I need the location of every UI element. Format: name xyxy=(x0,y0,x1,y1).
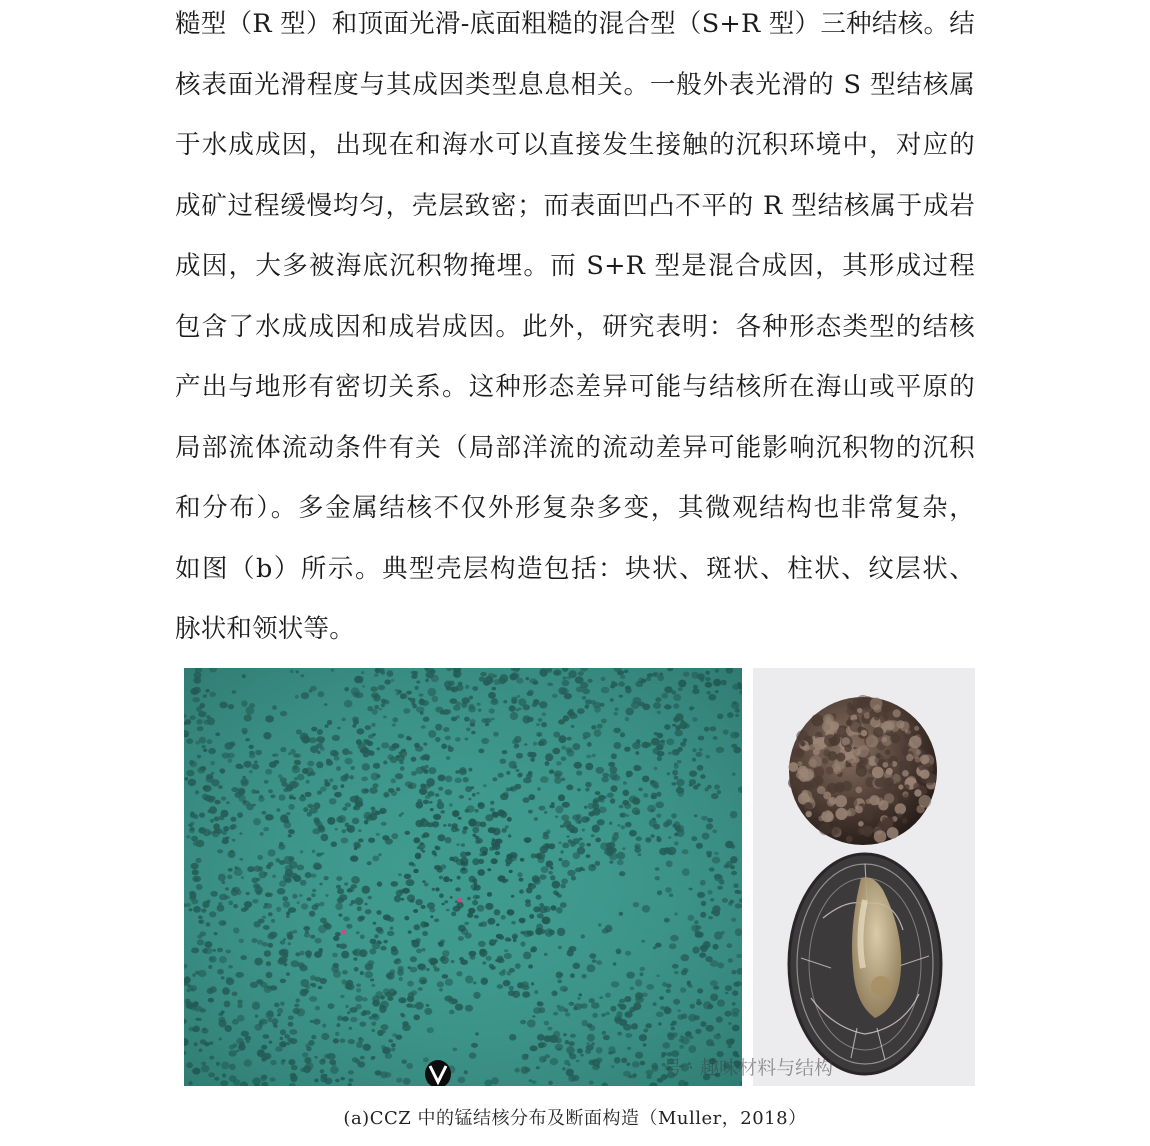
nodule-bump xyxy=(855,787,862,794)
nodule-bump xyxy=(822,758,828,764)
laser-dot xyxy=(342,930,346,934)
nodule-bump xyxy=(870,697,883,710)
nodule-bump xyxy=(893,709,901,717)
nodule-bump xyxy=(916,749,922,755)
nodule-bump xyxy=(900,721,910,731)
nodule-bump xyxy=(904,784,909,789)
nodule-bump xyxy=(861,730,868,737)
nodule-bump xyxy=(898,784,903,789)
nodule-bump xyxy=(906,754,913,761)
nodule-bump xyxy=(863,811,873,821)
nodule-bump xyxy=(855,806,863,814)
nodule-bump xyxy=(825,813,834,822)
nodule-bump xyxy=(857,745,869,757)
nodule-specimen-drawing xyxy=(753,668,975,1086)
body-line: 成矿过程缓慢均匀，壳层致密；而表面凹凸不平的 R 型结核属于成岩 xyxy=(175,190,975,221)
nodule-bump xyxy=(899,761,905,767)
nodule-bump xyxy=(885,777,895,787)
nodule-bump xyxy=(887,827,899,839)
nodule-bump xyxy=(850,705,856,711)
nodule-bump xyxy=(835,808,847,820)
nodule-bump xyxy=(883,713,889,719)
nodule-bump xyxy=(845,797,857,809)
nodule-bump xyxy=(830,721,839,730)
nodule-bump xyxy=(823,749,830,756)
figure-caption: (a)CCZ 中的锰结核分布及断面构造（Muller，2018） xyxy=(343,1108,807,1129)
nodule-bump xyxy=(874,715,879,720)
nodule-bump xyxy=(834,782,845,793)
nodule-bump xyxy=(844,745,852,753)
nodule-bump xyxy=(885,750,890,755)
nodule-bump xyxy=(866,735,878,747)
body-line: 核表面光滑程度与其成因类型息息相关。一般外表光滑的 S 型结核属 xyxy=(175,69,975,100)
nodule-bump xyxy=(914,726,919,731)
nodule-bump xyxy=(814,776,824,786)
nodule-bump xyxy=(872,767,884,779)
nodule-bump xyxy=(826,767,834,775)
nodule-bump xyxy=(804,802,813,811)
nodule-bump xyxy=(873,727,883,737)
nodule-bump xyxy=(836,753,845,762)
nodule-bump xyxy=(856,765,867,776)
nodule-bump xyxy=(885,720,895,730)
nodule-cross-section xyxy=(789,854,941,1074)
nodule-bump xyxy=(909,736,922,749)
nodule-bump xyxy=(903,794,910,801)
nodule-bump xyxy=(874,830,887,843)
nodule-bump xyxy=(851,761,857,767)
nodule-bump xyxy=(830,828,838,836)
nodule-bump xyxy=(814,766,825,777)
body-text xyxy=(175,0,975,666)
body-line: 包含了水成成因和成岩成因。此外，研究表明：各种形态类型的结核 xyxy=(175,311,975,342)
nodule-bump xyxy=(882,737,887,742)
nodule-bump xyxy=(902,770,909,777)
nodule-bump xyxy=(857,708,862,713)
nodule-bump xyxy=(863,759,869,765)
nodule-bump xyxy=(788,762,798,772)
nodule-bump xyxy=(876,797,884,805)
nodule-bump xyxy=(797,761,802,766)
body-line: 和分布）。多金属结核不仅外形复杂多变，其微观结构也非常复杂， xyxy=(175,493,975,523)
nodule-bump xyxy=(882,762,888,768)
nodule-bump xyxy=(881,701,893,713)
nodule-bump xyxy=(833,766,841,774)
seafloor-photo-drawing xyxy=(184,668,742,1086)
nodule-bump xyxy=(835,795,847,807)
nodule-bump xyxy=(824,734,837,747)
nodule-bump xyxy=(920,755,930,765)
nodule-bump xyxy=(920,769,930,779)
nodule-bump xyxy=(819,823,831,835)
nodule-bump xyxy=(886,768,893,775)
body-line: 于水成成因，出现在和海水可以直接发生接触的沉积环境中，对应的 xyxy=(175,130,975,160)
nodule-bump xyxy=(916,805,924,813)
nodule-specimen-photos xyxy=(753,668,975,1086)
nodule-bump xyxy=(902,818,908,824)
nodule-bump xyxy=(842,737,850,745)
nodule-bump xyxy=(884,793,894,803)
body-line: 糙型（R 型）和顶面光滑-底面粗糙的混合型（S+R 型）三种结核。结 xyxy=(175,9,975,39)
nodule-bump xyxy=(800,741,805,746)
nodule-bump xyxy=(859,825,869,835)
nodule-bump xyxy=(915,757,921,763)
nodule-bump xyxy=(806,811,812,817)
nodule-bump xyxy=(819,803,829,813)
nodule-bump xyxy=(885,817,894,826)
nodule-bump xyxy=(813,748,820,755)
nodule-bump xyxy=(849,719,862,732)
watermark: 号 · 趣味材料与结构 xyxy=(663,1057,834,1079)
nodule-bump xyxy=(801,790,813,802)
nodule-bump xyxy=(897,813,902,818)
nodule-bump xyxy=(818,816,824,822)
nodule-bump xyxy=(875,777,885,787)
laser-dot xyxy=(458,898,462,902)
body-line: 局部流体流动条件有关（局部洋流的流动差异可能影响沉积物的沉积 xyxy=(175,432,975,463)
nodule-bump xyxy=(846,836,853,843)
nodule-bump xyxy=(914,789,921,796)
photo-vignette xyxy=(184,668,742,1086)
body-line: 脉状和领状等。 xyxy=(175,614,355,644)
body-line: 产出与地形有密切关系。这种形态差异可能与结核所在海山或平原的 xyxy=(175,372,975,402)
nodule-bump xyxy=(811,714,823,726)
seafloor-nodule-photo xyxy=(184,668,742,1086)
nodule-bump xyxy=(913,783,920,790)
nodule-bump xyxy=(808,759,817,768)
nodule-bump xyxy=(792,747,802,757)
nodule-bump xyxy=(847,808,856,817)
body-line: 成因，大多被海底沉积物掩埋。而 S+R 型是混合成因，其形成过程 xyxy=(175,251,975,281)
body-line: 如图（b）所示。典型壳层构造包括：块状、斑状、柱状、纹层状、 xyxy=(175,553,975,584)
nodule-bump xyxy=(796,771,804,779)
